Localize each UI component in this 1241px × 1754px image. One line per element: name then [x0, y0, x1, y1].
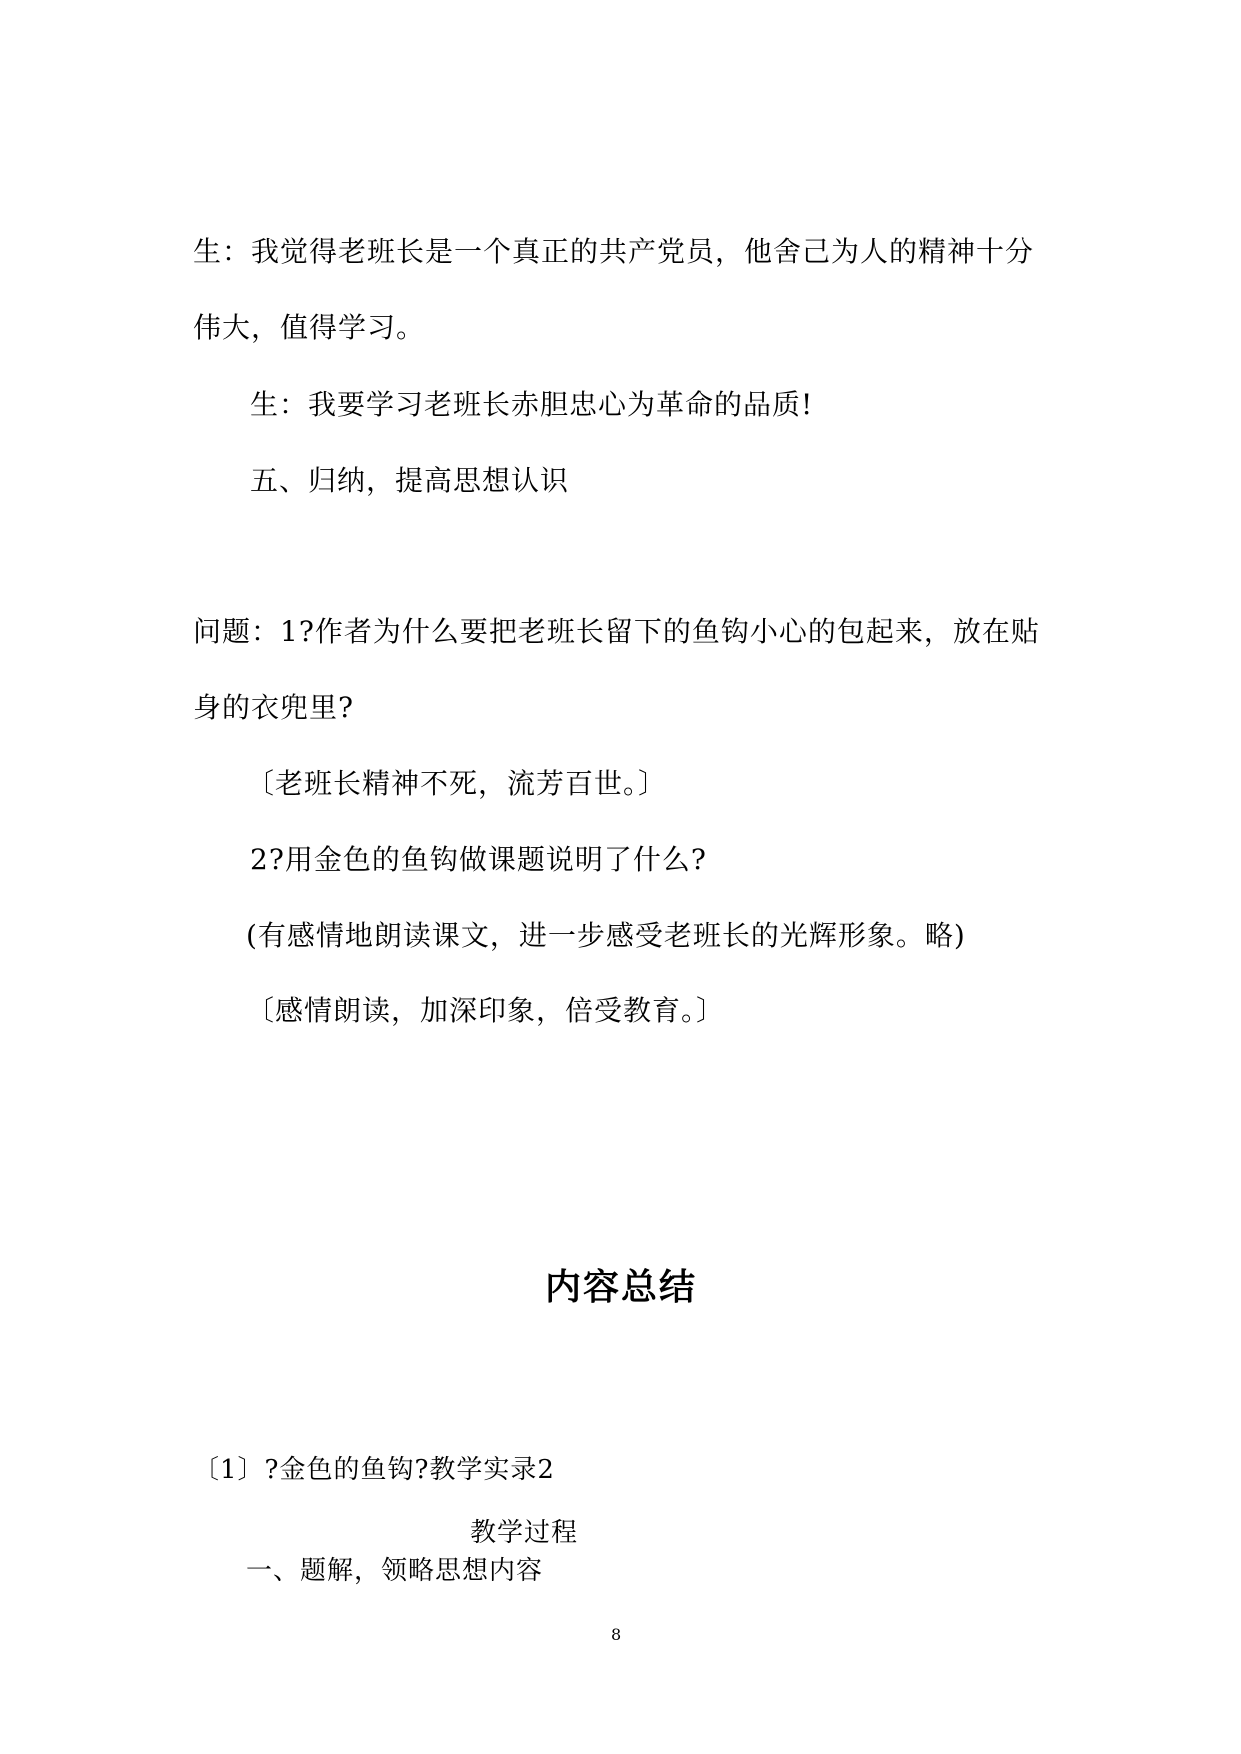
paragraph-line: 身的衣兜里? — [193, 691, 355, 724]
summary-subtitle: 教学过程 — [470, 1518, 579, 1548]
paragraph-line: (有感情地朗读课文，进一步感受老班长的光辉形象。略) — [246, 919, 966, 952]
paragraph-line: 生：我要学习老班长赤胆忠心为革命的品质! — [250, 388, 814, 421]
page-number: 8 — [611, 1625, 622, 1644]
paragraph-line: 2?用金色的鱼钩做课题说明了什么? — [250, 843, 707, 876]
summary-item: 〔1〕?金色的鱼钩?教学实录2 — [193, 1455, 555, 1485]
paragraph-line: 问题：1?作者为什么要把老班长留下的鱼钩小心的包起来，放在贴 — [193, 615, 1040, 648]
summary-heading: 内容总结 — [545, 1267, 698, 1308]
paragraph-line: 〔老班长精神不死，流芳百世。〕 — [246, 767, 668, 800]
paragraph-line: 〔感情朗读，加深印象，倍受教育。〕 — [246, 994, 726, 1027]
paragraph-line: 伟大，值得学习。 — [193, 311, 426, 344]
section-heading: 五、归纳，提高思想认识 — [250, 464, 570, 497]
summary-item: 一、题解，领略思想内容 — [246, 1556, 544, 1586]
paragraph-line: 生：我觉得老班长是一个真正的共产党员，他舍己为人的精神十分 — [193, 235, 1035, 268]
